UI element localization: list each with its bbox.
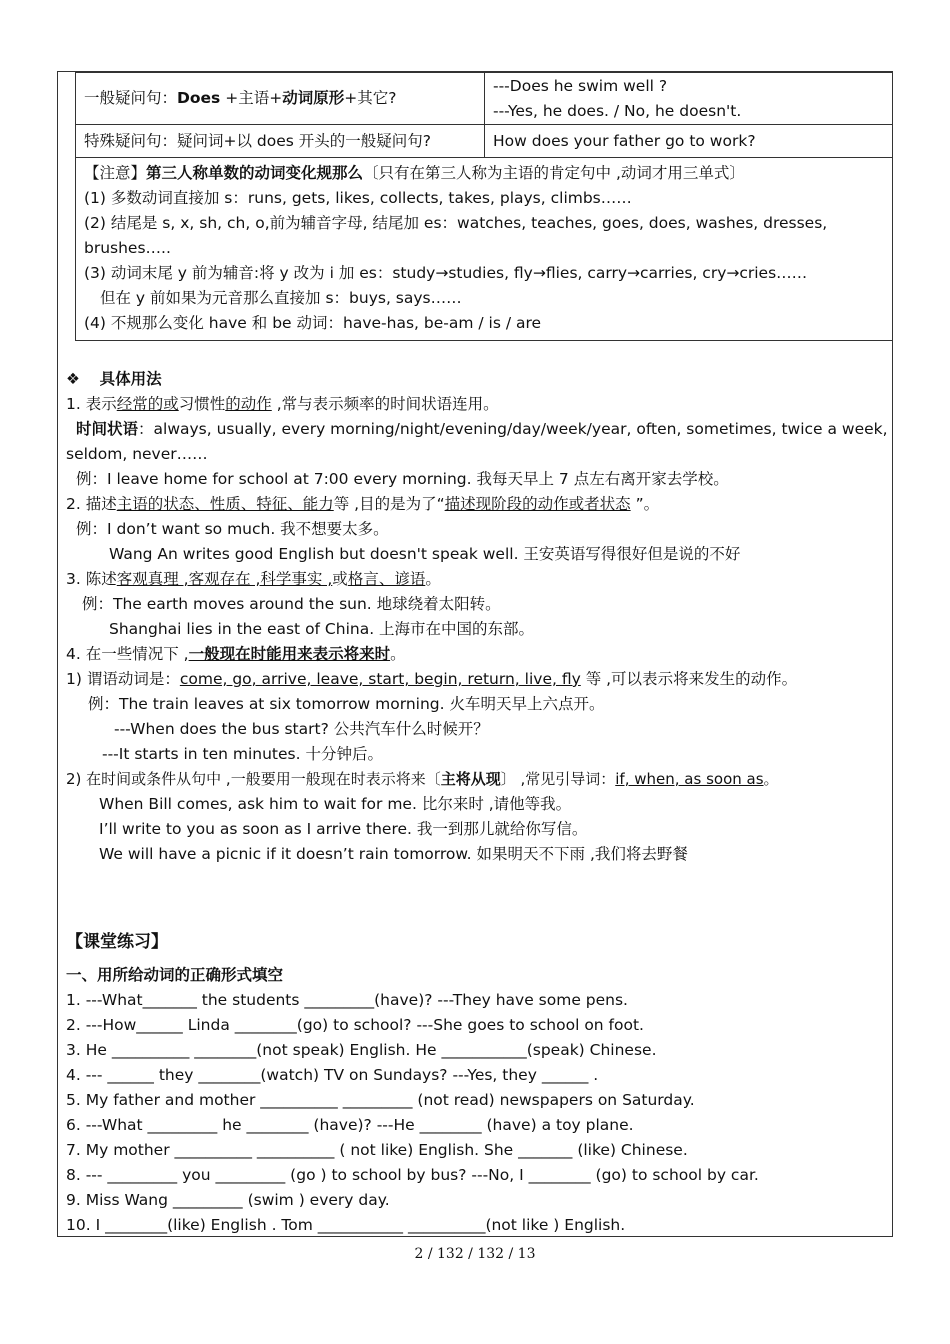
exercise-item: 4. --- ______ they ________(watch) TV on Sundays? ---Yes, they ______ .: [66, 1066, 599, 1084]
table-cell-question-form: 一般疑问句：Does +主语+动词原形+其它?: [76, 73, 485, 125]
exercise-item: 7. My mother __________ __________ ( not like) English. She _______ (like) Chinese.: [66, 1141, 688, 1159]
usage-example: ---It starts in ten minutes. 十分钟后。: [102, 745, 383, 763]
table-row: [76, 125, 893, 158]
grammar-table: [75, 72, 893, 158]
usage-point: 4. 在一些情况下 ,一般现在时能用来表示将来时。: [66, 645, 406, 663]
note-rule: (4) 不规那么变化 have 和 be 动词：have-has, be-am / is / are: [84, 314, 542, 332]
exercise-item: 1. ---What_______ the students _________(have)? ---They have some pens.: [66, 991, 628, 1009]
page-number: 2 / 132 / 132 / 13: [414, 1246, 536, 1262]
section-title: ❖ 具体用法: [66, 370, 162, 388]
exercise-item: 8. --- _________ you _________ (go ) to school by bus? ---No, I ________ (go) to school by car.: [66, 1166, 759, 1184]
usage-example: 例：I don’t want so much. 我不想要太多。: [76, 520, 389, 538]
usage-point: 3. 陈述客观真理 ,客观存在 ,科学事实 ,或格言、谚语。: [66, 570, 441, 588]
table-cell-example: How does your father go to work?: [485, 125, 893, 158]
exercise-item: 5. My father and mother __________ _________ (not read) newspapers on Saturday.: [66, 1091, 695, 1109]
usage-section: [66, 367, 888, 867]
exercise-heading: 【课堂练习】: [66, 932, 168, 952]
usage-point: 1. 表示经常的或习惯性的动作 ,常与表示频率的时间状语连用。: [66, 395, 499, 413]
usage-point: 2. 描述主语的状态、性质、特征、能力等 ,目的是为了“描述现阶段的动作或者状态 ”。: [66, 495, 660, 513]
note-rule: (3) 动词末尾 y 前为辅音:将 y 改为 i 加 es：study→studies, fly→flies, carry→carries, cry→cries……: [84, 264, 808, 282]
note-heading: 【注意】第三人称单数的动词变化规那么〔只有在第三人称为主语的肯定句中 ,动词才用三单式〕: [84, 164, 745, 182]
usage-subpoint: 2) 在时间或条件从句中 ,一般要用一般现在时表示将来〔主将从现〕 ,常见引导词：if, when, as soon as。: [66, 770, 779, 788]
note-rule: 但在 y 前如果为元音那么直接加 s：buys, says……: [100, 289, 462, 307]
diamond-bullet-icon: ❖: [66, 370, 80, 388]
exercise-item: 3. He __________ ________(not speak) English. He ___________(speak) Chinese.: [66, 1041, 657, 1059]
usage-example: 例：I leave home for school at 7:00 every morning. 我每天早上 7 点左右离开家去学校。: [76, 470, 729, 488]
table-row: [76, 73, 893, 125]
usage-example: Wang An writes good English but doesn't speak well. 王安英语写得很好但是说的不好: [109, 545, 741, 563]
note-rule: (1) 多数动词直接加 s：runs, gets, likes, collects, takes, plays, climbs……: [84, 189, 632, 207]
exercise-item: 9. Miss Wang _________ (swim ) every day.: [66, 1191, 390, 1209]
note-rule: (2) 结尾是 s, x, sh, ch, o,前为辅音字母, 结尾加 es：watches, teaches, goes, does, washes, dresses, brushes…..: [84, 214, 828, 257]
exercise-section-title: 一、用所给动词的正确形式填空: [66, 966, 284, 984]
exercise-section: [66, 930, 888, 1238]
usage-example: ---When does the bus start? 公共汽车什么时候开？: [114, 720, 489, 738]
exercise-item: 2. ---How______ Linda ________(go) to school? ---She goes to school on foot.: [66, 1016, 644, 1034]
usage-example: I’ll write to you as soon as I arrive there. 我一到那儿就给你写信。: [99, 820, 588, 838]
note-box: [75, 157, 893, 341]
usage-subpoint: 1) 谓语动词是：come, go, arrive, leave, start, begin, return, live, fly 等 ,可以表示将来发生的动作。: [66, 670, 798, 688]
usage-example: When Bill comes, ask him to wait for me. 比尔来时 ,请他等我。: [99, 795, 572, 813]
exercise-item: 6. ---What _________ he ________ (have)? ---He ________ (have) a toy plane.: [66, 1116, 634, 1134]
usage-example: 例：The earth moves around the sun. 地球绕着太阳转。: [82, 595, 501, 613]
usage-example: Shanghai lies in the east of China. 上海市在中国的东部。: [109, 620, 535, 638]
table-cell-question-form: 特殊疑问句：疑问词+以 does 开头的一般疑问句?: [76, 125, 485, 158]
usage-example: 例：The train leaves at six tomorrow morning. 火车明天早上六点开。: [88, 695, 605, 713]
usage-time-adverbs: 时间状语：always, usually, every morning/night/evening/day/week/year, often, sometimes, twice a week, seldom, never……: [66, 420, 888, 463]
table-cell-example: ---Does he swim well ? ---Yes, he does. / No, he doesn't.: [485, 73, 893, 125]
exercise-item: 10. I ________(like) English . Tom ___________ __________(not like ) English.: [66, 1216, 626, 1234]
usage-example: We will have a picnic if it doesn’t rain tomorrow. 如果明天不下雨 ,我们将去野餐: [99, 845, 688, 863]
